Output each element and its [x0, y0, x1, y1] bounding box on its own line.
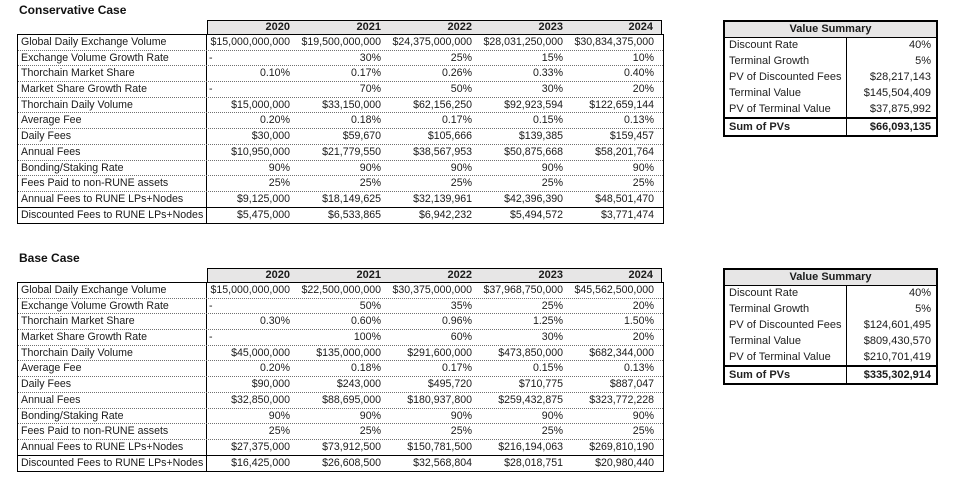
- cell-value: $62,156,250: [413, 98, 472, 111]
- year-header-cell: 2024: [571, 20, 662, 34]
- cell-value: $90,000: [251, 378, 290, 391]
- table-row: [18, 145, 663, 161]
- cell-value: 20%: [632, 331, 654, 344]
- row-label: Annual Fees to RUNE LPs+Nodes: [18, 192, 207, 207]
- cell-value: -: [209, 51, 213, 64]
- cell-value: 35%: [450, 299, 472, 312]
- cell-value: $21,779,550: [322, 145, 381, 158]
- cell-value: 90%: [268, 409, 290, 422]
- cell-value: 0.20%: [259, 362, 290, 375]
- cell-value: 90%: [541, 409, 563, 422]
- year-header-cell: 2022: [389, 20, 480, 34]
- summary-value: 5%: [915, 54, 931, 67]
- cell-value: $20,980,440: [595, 456, 654, 469]
- cell-value: $28,018,751: [504, 456, 563, 469]
- cell-value: 10%: [632, 51, 654, 64]
- cell-value: 25%: [268, 177, 290, 190]
- summary-value: $210,701,419: [863, 350, 931, 363]
- table-header-row: [17, 268, 665, 282]
- cell-value: 90%: [359, 161, 381, 174]
- summary-label: Terminal Value: [725, 86, 847, 102]
- cell-value: 0.15%: [532, 362, 563, 375]
- summary-row: [725, 38, 936, 54]
- summary-row: [725, 334, 936, 350]
- cell-value: 30%: [359, 51, 381, 64]
- cell-value: $18,149,625: [322, 192, 381, 205]
- cell-value: $19,500,000,000: [301, 36, 381, 48]
- cell-value: $30,834,375,000: [574, 36, 654, 48]
- table-row: [18, 377, 663, 393]
- row-label: Average Fee: [18, 113, 207, 128]
- cell-value: $105,666: [427, 130, 472, 143]
- summary-value: $809,430,570: [863, 334, 931, 347]
- cell-value: 90%: [450, 161, 472, 174]
- cell-value: $24,375,000,000: [392, 36, 472, 48]
- year-header-cell: 2023: [480, 20, 571, 34]
- cell-value: 50%: [450, 83, 472, 96]
- cell-value: 0.18%: [350, 362, 381, 375]
- cell-value: $122,659,144: [589, 98, 654, 111]
- cell-value: $26,608,500: [322, 456, 381, 469]
- cell-value: $22,500,000,000: [301, 284, 381, 296]
- cell-value: $243,000: [336, 378, 381, 391]
- table-row: [18, 98, 663, 114]
- summary-total-label: Sum of PVs: [725, 367, 847, 383]
- corner-cell: [17, 20, 207, 34]
- cell-value: -: [209, 299, 213, 312]
- cell-value: $58,201,764: [595, 145, 654, 158]
- cell-value: $15,000,000: [231, 98, 290, 111]
- row-label: Thorchain Market Share: [18, 314, 207, 329]
- cell-value: 25%: [632, 177, 654, 190]
- cell-value: 25%: [541, 177, 563, 190]
- cell-value: 50%: [359, 299, 381, 312]
- table-row: [18, 314, 663, 330]
- cell-value: 1.50%: [623, 315, 654, 328]
- row-label: Bonding/Staking Rate: [18, 409, 207, 424]
- row-label: Thorchain Market Share: [18, 66, 207, 81]
- cell-value: 25%: [359, 177, 381, 190]
- cell-value: 25%: [632, 425, 654, 438]
- row-label: Thorchain Daily Volume: [18, 346, 207, 361]
- cell-value: $28,031,250,000: [483, 36, 563, 48]
- value-summary-title: Value Summary: [725, 22, 936, 38]
- year-header-cell: 2022: [389, 268, 480, 282]
- cell-value: $73,912,500: [322, 440, 381, 453]
- row-label: Average Fee: [18, 361, 207, 376]
- summary-total-row: [725, 117, 936, 135]
- summary-label: Terminal Value: [725, 334, 847, 350]
- year-header-cell: 2021: [298, 268, 389, 282]
- summary-value: $124,601,495: [863, 318, 931, 331]
- table-row: [18, 82, 663, 98]
- cell-value: $150,781,500: [407, 440, 472, 453]
- cell-value: 15%: [541, 51, 563, 64]
- row-label: Global Daily Exchange Volume: [18, 35, 207, 50]
- row-label: Fees Paid to non-RUNE assets: [18, 424, 207, 439]
- table-row: [18, 283, 663, 299]
- table-body: [17, 282, 664, 472]
- summary-label: PV of Discounted Fees: [725, 318, 847, 334]
- cell-value: $88,695,000: [322, 393, 381, 406]
- cell-value: 0.10%: [259, 67, 290, 80]
- value-summary: [723, 268, 938, 385]
- cell-value: $5,475,000: [236, 208, 290, 221]
- table-row: [18, 424, 663, 440]
- cell-value: 0.13%: [623, 362, 654, 375]
- summary-value: $37,875,992: [869, 102, 931, 115]
- row-label: Discounted Fees to RUNE LPs+Nodes: [18, 456, 207, 472]
- row-label: Discounted Fees to RUNE LPs+Nodes: [18, 208, 207, 224]
- section-title: Base Case: [19, 251, 80, 265]
- cell-value: $45,000,000: [231, 346, 290, 359]
- summary-row: [725, 350, 936, 366]
- summary-label: PV of Terminal Value: [725, 102, 847, 118]
- cell-value: $59,670: [342, 130, 381, 143]
- value-summary-body: [725, 38, 936, 117]
- year-header-cell: 2023: [480, 268, 571, 282]
- cell-value: 0.17%: [441, 362, 472, 375]
- cell-value: 0.20%: [259, 114, 290, 127]
- table-row: [18, 440, 663, 456]
- summary-value: 40%: [908, 287, 931, 299]
- cell-value: $269,810,190: [589, 440, 654, 453]
- cell-value: 90%: [450, 409, 472, 422]
- cell-value: $5,494,572: [509, 208, 563, 221]
- cell-value: 25%: [450, 425, 472, 438]
- summary-row: [725, 318, 936, 334]
- cell-value: 25%: [268, 425, 290, 438]
- value-summary-body: [725, 286, 936, 365]
- cell-value: $473,850,000: [498, 346, 563, 359]
- cell-value: 0.17%: [350, 67, 381, 80]
- row-label: Annual Fees: [18, 145, 207, 160]
- cell-value: 0.17%: [441, 114, 472, 127]
- cell-value: $15,000,000,000: [210, 36, 290, 48]
- cell-value: $6,533,865: [327, 208, 381, 221]
- cell-value: 0.96%: [441, 315, 472, 328]
- row-label: Bonding/Staking Rate: [18, 161, 207, 176]
- cell-value: 90%: [632, 409, 654, 422]
- summary-total-value: $66,093,135: [869, 121, 931, 134]
- cell-value: $139,385: [518, 130, 563, 143]
- cell-value: -: [209, 331, 213, 344]
- summary-value: 5%: [915, 302, 931, 315]
- cell-value: 25%: [541, 299, 563, 312]
- cell-value: 0.40%: [623, 67, 654, 80]
- summary-row: [725, 102, 936, 118]
- case-table: [17, 268, 665, 472]
- row-label: Exchange Volume Growth Rate: [18, 51, 207, 66]
- summary-value: $28,217,143: [869, 70, 931, 83]
- cell-value: 25%: [450, 177, 472, 190]
- value-summary-title: Value Summary: [725, 270, 936, 286]
- cell-value: 90%: [268, 161, 290, 174]
- table-row: [18, 192, 663, 208]
- table-row: [18, 208, 663, 224]
- row-label: Fees Paid to non-RUNE assets: [18, 176, 207, 191]
- table-row: [18, 129, 663, 145]
- cell-value: $9,125,000: [236, 192, 290, 205]
- cell-value: 25%: [450, 51, 472, 64]
- cell-value: $10,950,000: [231, 145, 290, 158]
- cell-value: $30,000: [251, 130, 290, 143]
- cell-value: 60%: [450, 331, 472, 344]
- row-label: Daily Fees: [18, 129, 207, 144]
- cell-value: $45,562,500,000: [574, 284, 654, 296]
- summary-label: Discount Rate: [725, 38, 847, 54]
- summary-row: [725, 54, 936, 70]
- summary-total-row: [725, 365, 936, 383]
- row-label: Market Share Growth Rate: [18, 82, 207, 97]
- cell-value: 100%: [353, 331, 381, 344]
- row-label: Annual Fees: [18, 393, 207, 408]
- year-header-cell: 2020: [207, 268, 298, 282]
- table-row: [18, 456, 663, 472]
- corner-cell: [17, 268, 207, 282]
- cell-value: $16,425,000: [231, 456, 290, 469]
- cell-value: $15,000,000,000: [210, 284, 290, 296]
- value-summary: [723, 20, 938, 137]
- cell-value: 1.25%: [532, 315, 563, 328]
- summary-label: Discount Rate: [725, 286, 847, 302]
- cell-value: $216,194,063: [498, 440, 563, 453]
- cell-value: $37,968,750,000: [483, 284, 563, 296]
- cell-value: 0.18%: [350, 114, 381, 127]
- cell-value: $48,501,470: [595, 192, 654, 205]
- cell-value: 20%: [632, 299, 654, 312]
- cell-value: $323,772,228: [589, 393, 654, 406]
- summary-total-value: $335,302,914: [863, 369, 931, 382]
- cell-value: -: [209, 83, 213, 96]
- row-label: Annual Fees to RUNE LPs+Nodes: [18, 440, 207, 455]
- cell-value: $32,139,961: [413, 192, 472, 205]
- year-header-cell: 2021: [298, 20, 389, 34]
- cell-value: 90%: [632, 161, 654, 174]
- summary-row: [725, 70, 936, 86]
- cell-value: $27,375,000: [231, 440, 290, 453]
- table-row: [18, 176, 663, 192]
- cell-value: $135,000,000: [316, 346, 381, 359]
- cell-value: 90%: [541, 161, 563, 174]
- cell-value: 0.15%: [532, 114, 563, 127]
- table-row: [18, 330, 663, 346]
- cell-value: $3,771,474: [600, 208, 654, 221]
- summary-row: [725, 302, 936, 318]
- year-header-cell: 2024: [571, 268, 662, 282]
- cell-value: $38,567,953: [413, 145, 472, 158]
- cell-value: 30%: [541, 331, 563, 344]
- summary-total-label: Sum of PVs: [725, 119, 847, 135]
- cell-value: $50,875,668: [504, 145, 563, 158]
- case-table: [17, 20, 665, 224]
- cell-value: $92,923,594: [504, 98, 563, 111]
- cell-value: 0.26%: [441, 67, 472, 80]
- cell-value: $682,344,000: [589, 346, 654, 359]
- cell-value: 0.60%: [350, 315, 381, 328]
- cell-value: 25%: [541, 425, 563, 438]
- cell-value: $259,432,875: [498, 393, 563, 406]
- table-row: [18, 393, 663, 409]
- section-title: Conservative Case: [19, 3, 127, 17]
- cell-value: 0.33%: [532, 67, 563, 80]
- cell-value: $291,600,000: [407, 346, 472, 359]
- cell-value: $30,375,000,000: [392, 284, 472, 296]
- summary-value: 40%: [908, 39, 931, 51]
- table-row: [18, 409, 663, 425]
- table-header-row: [17, 20, 665, 34]
- table-row: [18, 299, 663, 315]
- table-row: [18, 346, 663, 362]
- cell-value: 30%: [541, 83, 563, 96]
- row-label: Thorchain Daily Volume: [18, 98, 207, 113]
- row-label: Global Daily Exchange Volume: [18, 283, 207, 298]
- cell-value: $32,850,000: [231, 393, 290, 406]
- cell-value: 90%: [359, 409, 381, 422]
- cell-value: $887,047: [609, 378, 654, 391]
- summary-label: Terminal Growth: [725, 54, 847, 70]
- table-row: [18, 361, 663, 377]
- summary-row: [725, 86, 936, 102]
- row-label: Market Share Growth Rate: [18, 330, 207, 345]
- table-row: [18, 51, 663, 67]
- table-row: [18, 35, 663, 51]
- cell-value: $159,457: [609, 130, 654, 143]
- cell-value: 0.30%: [259, 315, 290, 328]
- cell-value: 25%: [359, 425, 381, 438]
- table-row: [18, 161, 663, 177]
- table-body: [17, 34, 664, 224]
- table-row: [18, 66, 663, 82]
- cell-value: $6,942,232: [418, 208, 472, 221]
- cell-value: 70%: [359, 83, 381, 96]
- cell-value: 20%: [632, 83, 654, 96]
- year-header-cell: 2020: [207, 20, 298, 34]
- summary-row: [725, 286, 936, 302]
- summary-label: PV of Terminal Value: [725, 350, 847, 366]
- row-label: Daily Fees: [18, 377, 207, 392]
- cell-value: $710,775: [518, 378, 563, 391]
- row-label: Exchange Volume Growth Rate: [18, 299, 207, 314]
- cell-value: $180,937,800: [407, 393, 472, 406]
- table-row: [18, 113, 663, 129]
- cell-value: $42,396,390: [504, 192, 563, 205]
- cell-value: $32,568,804: [413, 456, 472, 469]
- summary-value: $145,504,409: [863, 86, 931, 99]
- summary-label: PV of Discounted Fees: [725, 70, 847, 86]
- cell-value: 0.13%: [623, 114, 654, 127]
- cell-value: $495,720: [427, 378, 472, 391]
- cell-value: $33,150,000: [322, 98, 381, 111]
- summary-label: Terminal Growth: [725, 302, 847, 318]
